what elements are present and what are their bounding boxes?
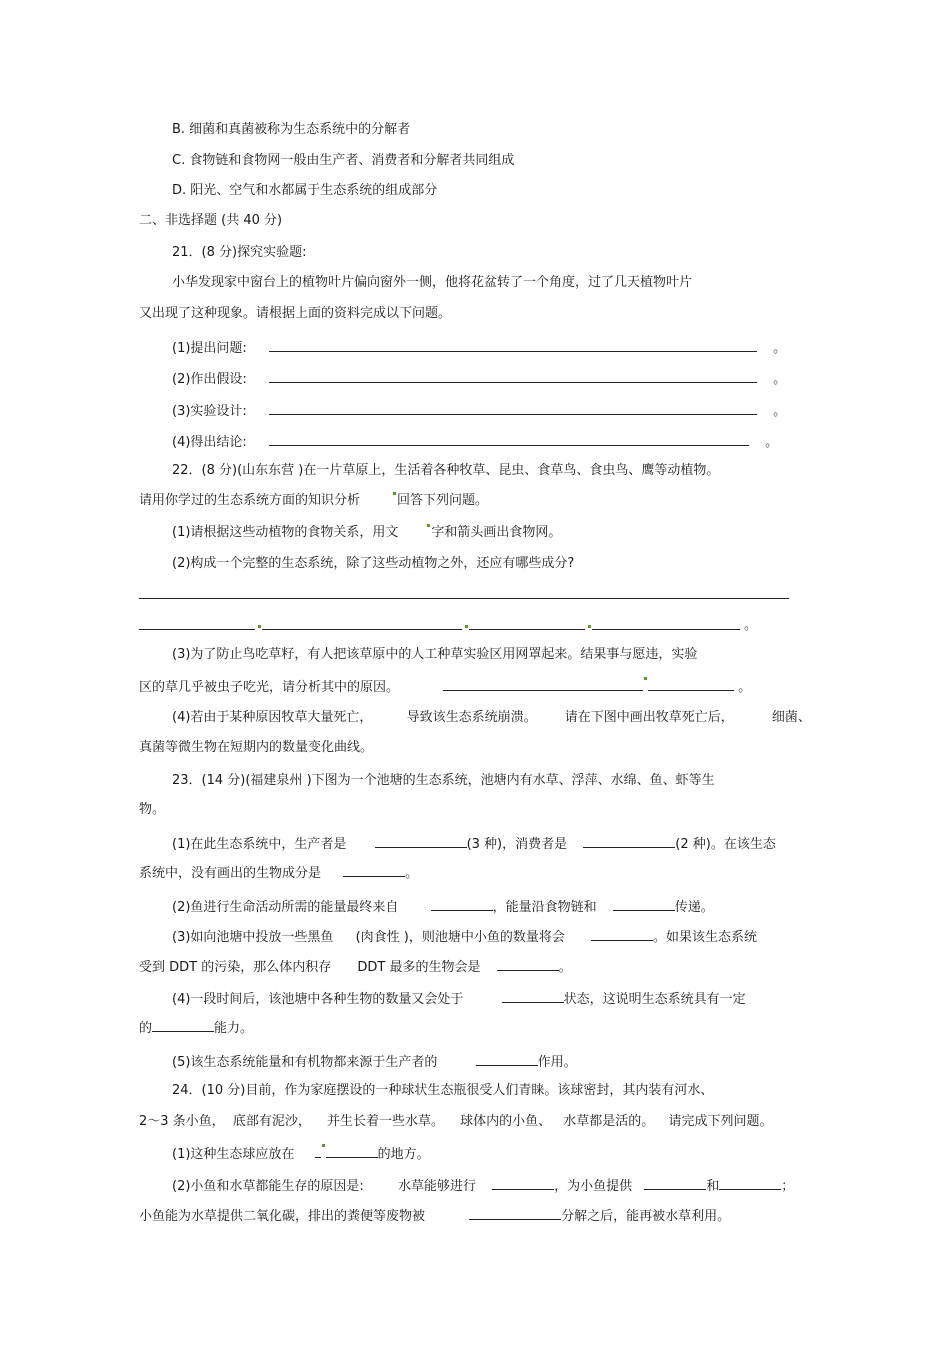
option-c: C. 食物链和食物网一般由生产者、消费者和分解者共同组成 <box>172 153 515 168</box>
q24-part-2a: (2)小鱼和水草都能生存的原因是: 水草能够进行 ，为小鱼提供 和 ； <box>172 1176 794 1196</box>
q21-intro-1: 小华发现家中窗台上的植物叶片偏向窗外一侧，他将花盆转了一个角度，过了几天植物叶片 <box>172 275 693 290</box>
q23-part-1b: 系统中，没有画出的生物成分是 。 <box>139 863 418 883</box>
answer-blank[interactable] <box>644 1176 706 1190</box>
q24-line-2: 2～3 条小鱼， 底部有泥沙， 并生长着一些水草。 球体内的小鱼、 水草都是活的。 请完成下列问题。 <box>139 1114 773 1129</box>
answer-blank[interactable] <box>152 1018 214 1032</box>
answer-blank[interactable] <box>326 1144 378 1158</box>
answer-blank[interactable] <box>648 677 734 691</box>
answer-blank[interactable] <box>502 989 564 1003</box>
q21-part-1: (1)提出问题: 。 <box>172 338 786 358</box>
option-b: B. 细菌和真菌被称为生态系统中的分解者 <box>172 122 411 137</box>
q24-part-2b: 小鱼能为水草提供二氧化碳，排出的粪便等废物被 分解之后，能再被水草利用。 <box>139 1206 730 1226</box>
q21-part-2: (2)作出假设: 。 <box>172 369 786 389</box>
q22-part-4b: 真菌等微生物在短期内的数量变化曲线。 <box>139 740 374 755</box>
answer-line[interactable] <box>139 598 789 599</box>
mark-icon <box>427 524 430 527</box>
answer-blank[interactable] <box>443 677 643 691</box>
q22-part-3a: (3)为了防止鸟吃草籽，有人把该草原中的人工种草实验区用网罩起来。结果事与愿违，实验 <box>172 647 698 662</box>
q23-part-4b: 的 能力。 <box>139 1018 253 1038</box>
answer-line[interactable] <box>592 629 740 630</box>
answer-blank[interactable] <box>315 1144 321 1158</box>
answer-line[interactable] <box>469 629 585 630</box>
answer-blank[interactable] <box>269 338 757 352</box>
mark-icon <box>393 492 396 495</box>
section-title: 二、非选择题 (共 40 分) <box>139 213 283 228</box>
answer-blank[interactable] <box>269 432 749 446</box>
q21-intro-2: 又出现了这种现象。请根据上面的资料完成以下问题。 <box>139 306 452 321</box>
q23-part-3a: (3)如向池塘中投放一些黑鱼 (肉食性 )，则池塘中小鱼的数量将会 。如果该生态系统 <box>172 927 757 947</box>
answer-blank[interactable] <box>492 1176 554 1190</box>
q22-cont: 请用你学过的生态系统方面的知识分析 回答下列问题。 <box>139 493 489 508</box>
answer-blank[interactable] <box>269 401 757 415</box>
q24-part-1: (1)这种生态球应放在 的地方。 <box>172 1144 430 1164</box>
mark-icon <box>644 677 647 680</box>
q22-part-4a: (4)若由于某种原因牧草大量死亡， 导致该生态系统崩溃。 请在下图中画出牧草死亡后， 细菌、 <box>172 710 811 725</box>
option-d: D. 阳光、空气和水都属于生态系统的组成部分 <box>172 183 438 198</box>
answer-blank[interactable] <box>719 1176 781 1190</box>
answer-blank[interactable] <box>469 1206 561 1220</box>
q23-head-2: 物。 <box>139 802 166 817</box>
q23-part-2: (2)鱼进行生命活动所需的能量最终来自 ，能量沿食物链和 传递。 <box>172 897 714 917</box>
mark-icon <box>465 625 468 628</box>
q23-part-3b: 受到 DDT 的污染，那么体内积存 DDT 最多的生物会是 。 <box>139 957 572 977</box>
q21-part-3: (3)实验设计: 。 <box>172 401 786 421</box>
answer-blank[interactable] <box>269 369 757 383</box>
q23-part-5: (5)该生态系统能量和有机物都来源于生产者的 作用。 <box>172 1052 577 1072</box>
mark-icon <box>322 1144 325 1147</box>
q21-head: 21．(8 分)探究实验题: <box>172 245 307 260</box>
answer-blank[interactable] <box>613 897 675 911</box>
answer-blank[interactable] <box>343 863 405 877</box>
q23-head: 23．(14 分)(福建泉州 )下图为一个池塘的生态系统，池塘内有水草、浮萍、水绵、鱼、虾等生 <box>172 773 715 788</box>
mark-icon <box>258 625 261 628</box>
answer-line[interactable] <box>262 629 462 630</box>
answer-blank[interactable] <box>431 897 493 911</box>
mark-icon <box>588 625 591 628</box>
q22-part-2: (2)构成一个完整的生态系统，除了这些动植物之外，还应有哪些成分? <box>172 556 575 571</box>
q24-head: 24．(10 分)目前，作为家庭摆设的一种球状生态瓶很受人们青睐。该球密封，其内装有河水、 <box>172 1083 714 1098</box>
q22-end: 。 <box>744 618 758 633</box>
q22-part-1: (1)请根据这些动植物的食物关系，用文 字和箭头画出食物网。 <box>172 525 562 540</box>
answer-blank[interactable] <box>476 1052 538 1066</box>
q22-part-3b: 区的草几乎被虫子吃光，请分析其中的原因。 。 <box>139 677 751 697</box>
answer-blank[interactable] <box>375 834 467 848</box>
q23-part-1a: (1)在此生态系统中，生产者是 (3 种)，消费者是 (2 种)。在该生态 <box>172 834 776 854</box>
answer-blank[interactable] <box>497 957 559 971</box>
answer-blank[interactable] <box>583 834 675 848</box>
q21-part-4: (4)得出结论: 。 <box>172 432 778 452</box>
answer-line[interactable] <box>139 629 255 630</box>
q23-part-4a: (4)一段时间后，该池塘中各种生物的数量又会处于 状态，这说明生态系统具有一定 <box>172 989 746 1009</box>
q22-head: 22．(8 分)(山东东营 )在一片草原上，生活着各种牧草、昆虫、食草鸟、食虫鸟、鹰等动植物。 <box>172 463 720 478</box>
answer-blank[interactable] <box>591 927 653 941</box>
